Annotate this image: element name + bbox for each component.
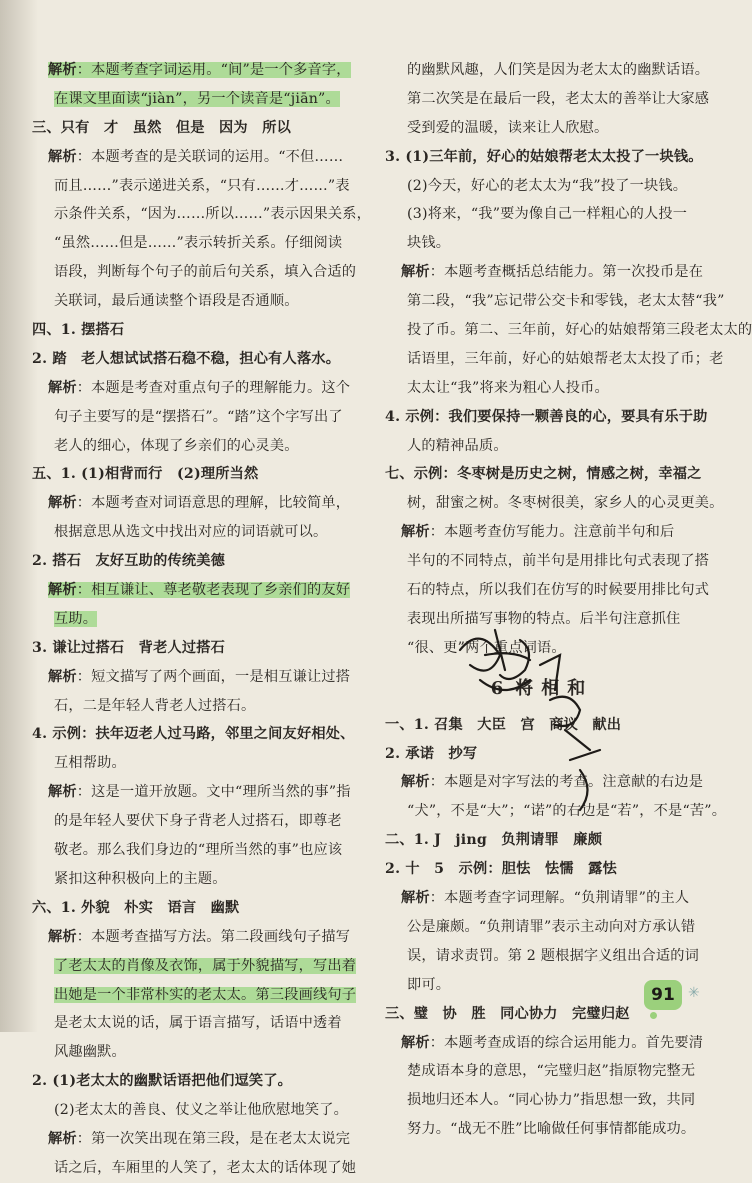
line-text: ：相互谦让、尊老敬老表现了乡亲们的友好 xyxy=(76,582,351,599)
text-line xyxy=(32,172,354,201)
analysis-line xyxy=(32,56,354,85)
line-text: 第二段，“我”忘记带公交卡和零钱，老太太替“我” xyxy=(407,293,725,310)
line-text: 风趣幽默。 xyxy=(54,1044,126,1061)
section-title: 将相和 xyxy=(515,677,594,699)
line-text: ：本题考查字词运用。“间”是一个多音字， xyxy=(76,62,351,78)
section-heading xyxy=(385,669,703,709)
text-line xyxy=(32,692,354,721)
line-text: 2. 踏 老人想试试搭石稳不稳，担心有人落水。 xyxy=(32,350,341,367)
decorative-dot xyxy=(650,1012,657,1019)
line-text: 二、1. J jing 负荆请罪 廉颇 xyxy=(385,832,603,849)
answer-line xyxy=(32,547,354,576)
text-line xyxy=(32,1009,354,1038)
text-line xyxy=(32,1154,357,1183)
answer-line xyxy=(32,316,354,345)
analysis-line xyxy=(385,768,703,797)
text-line xyxy=(32,403,354,432)
text-line xyxy=(32,287,354,316)
answer-line xyxy=(32,720,354,749)
line-text: ：第一次笑出现在第三段，是在老太太说完 xyxy=(76,1130,351,1147)
text-line xyxy=(385,942,703,971)
analysis-label: 解析 xyxy=(401,264,430,281)
line-text: 石的特点，所以我们在仿写的时候要用排比句式 xyxy=(407,582,710,599)
line-text: “很、更”两个重点词语。 xyxy=(407,639,566,656)
analysis-label: 解析 xyxy=(48,495,77,512)
line-text: 了老太太的肖像及衣饰，属于外貌描写，写出着 xyxy=(54,957,357,974)
line-text: 三、璧 协 胜 同心协力 完璧归赵 xyxy=(385,1005,630,1022)
line-text: 人的精神品质。 xyxy=(407,437,508,454)
section-number: 6 xyxy=(490,677,512,699)
text-line xyxy=(385,576,710,605)
line-text: ：本题考查仿写能力。注意前半句和后 xyxy=(429,524,675,541)
text-line xyxy=(32,200,372,229)
line-text: 楚成语本身的意思，“完璧归赵”指原物完整无 xyxy=(407,1063,696,1080)
text-line xyxy=(385,1086,703,1115)
line-text: 3. (1)三年前，好心的姑娘帮老太太投了一块钱。 xyxy=(385,148,703,165)
text-line xyxy=(385,489,724,518)
line-text: 句子主要写的是“摆搭石”。“踏”这个字写出了 xyxy=(54,408,343,425)
text-line xyxy=(385,287,725,316)
line-text: ：本题考查对词语意思的理解，比较简单， xyxy=(76,495,351,512)
line-text: 损地归还本人。“同心协力”指思想一致，共同 xyxy=(407,1092,696,1109)
line-text: 四、1. 摆搭石 xyxy=(32,322,125,339)
line-text: 块钱。 xyxy=(407,235,451,252)
line-text: 示条件关系，“因为……所以……”表示因果关系， xyxy=(54,206,372,223)
text-line xyxy=(385,432,703,461)
line-text: 话之后，车厢里的人笑了，老太太的话体现了她 xyxy=(54,1159,357,1176)
analysis-line xyxy=(32,778,354,807)
line-text: ：本题是对字写法的考查。注意献的右边是 xyxy=(429,774,704,791)
left-column xyxy=(32,56,372,1183)
analysis-label: 解析 xyxy=(48,582,77,599)
line-text: 误，请求责罚。第 2 题根据字义组出合适的词 xyxy=(407,947,700,964)
line-text: ：短文描写了两个画面，一是相互谦让过搭 xyxy=(76,668,351,685)
line-text: 在课文里面读“jiàn”，另一个读音是“jiān”。 xyxy=(54,90,340,107)
page-number: 91 xyxy=(644,980,682,1010)
text-line xyxy=(385,316,752,345)
line-text: 第二次笑是在最后一段，老太太的善举让大家感 xyxy=(407,90,710,107)
line-text: ：本题考查字词理解。“负荆请罪”的主人 xyxy=(429,890,690,907)
line-text: 六、1. 外貌 朴实 语言 幽默 xyxy=(32,899,240,916)
line-text: 一、1. 召集 大臣 宫 商议 献出 xyxy=(385,716,622,733)
line-text: 受到爱的温暖，读来让人欣慰。 xyxy=(407,119,609,136)
line-text: 互助。 xyxy=(54,610,98,627)
star-icon: ✳ xyxy=(688,985,700,1001)
line-text: 3. 谦让过搭石 背老人过搭石 xyxy=(32,639,226,656)
line-text: (2)今天，好心的老太太为“我”投了一块钱。 xyxy=(407,177,688,194)
text-line xyxy=(385,200,703,229)
text-line xyxy=(385,114,703,143)
text-line xyxy=(32,865,354,894)
answer-line xyxy=(32,460,354,489)
analysis-label: 解析 xyxy=(48,784,77,801)
answer-line xyxy=(32,894,354,923)
line-text: (2)老太太的善良、仗义之举让他欣慰地笑了。 xyxy=(54,1102,349,1119)
analysis-label: 解析 xyxy=(48,1130,77,1147)
answer-line xyxy=(385,740,703,769)
analysis-line xyxy=(32,576,354,605)
answer-line xyxy=(385,711,703,740)
answer-line xyxy=(385,855,703,884)
line-text: 的是年轻人要伏下身子背老人过搭石，即尊老 xyxy=(54,813,342,830)
line-text: 2. 十 5 示例：胆怯 怯懦 露怯 xyxy=(385,861,617,878)
text-line xyxy=(32,85,354,114)
text-line xyxy=(385,229,703,258)
text-line xyxy=(385,85,710,114)
line-text: 是老太太说的话，属于语言描写，话语中透着 xyxy=(54,1015,342,1032)
analysis-line xyxy=(32,489,354,518)
answer-line xyxy=(385,460,703,489)
text-line xyxy=(32,605,354,634)
line-text: 出她是一个非常朴实的老太太。第三段画线句子 xyxy=(54,986,357,1003)
line-text: “犬”，不是“大”；“诺”的右边是“若”，不是“苦”。 xyxy=(407,803,727,820)
line-text: ：本题考查成语的综合运用能力。首先要清 xyxy=(429,1034,704,1051)
line-text: 根据意思从选文中找出对应的词语就可以。 xyxy=(54,524,328,541)
line-text: 投了币。第二、三年前，好心的姑娘帮第三段老太太的 xyxy=(407,322,752,339)
line-text: 2. (1)老太太的幽默话语把他们逗笑了。 xyxy=(32,1073,293,1090)
text-line xyxy=(32,432,354,461)
line-text: 努力。“战无不胜”比喻做任何事情都能成功。 xyxy=(407,1121,696,1138)
line-text: 而且……”表示递进关系，“只有……才……”表 xyxy=(54,177,350,194)
text-line xyxy=(32,1096,354,1125)
text-line xyxy=(385,913,703,942)
text-line xyxy=(32,258,357,287)
line-text: 的幽默风趣，人们笑是因为老太太的幽默话语。 xyxy=(407,62,710,78)
analysis-line xyxy=(385,1029,703,1058)
line-text: 石，二是年轻人背老人过搭石。 xyxy=(54,697,256,714)
line-text: 即可。 xyxy=(407,976,451,993)
line-text: 五、1. (1)相背而行 (2)理所当然 xyxy=(32,466,259,483)
line-text: 话语里，三年前，好心的姑娘帮老太太投了币；老 xyxy=(407,350,724,367)
text-line xyxy=(32,807,354,836)
line-text: ：本题考查概括总结能力。第一次投币是在 xyxy=(429,264,704,281)
text-line xyxy=(32,229,354,258)
line-text: 2. 搭石 友好互助的传统美德 xyxy=(32,553,226,570)
text-line xyxy=(385,56,710,85)
line-text: 半句的不同特点，前半句是用排比句式表现了搭 xyxy=(407,553,710,570)
text-line xyxy=(385,172,703,201)
line-text: 表现出所描写事物的特点。后半句注意抓住 xyxy=(407,610,681,627)
analysis-line xyxy=(32,663,354,692)
analysis-label: 解析 xyxy=(48,62,77,78)
line-text: 语段，判断每个句子的前后句关系，填入合适的 xyxy=(54,264,357,281)
analysis-label: 解析 xyxy=(48,148,77,165)
text-line xyxy=(32,981,357,1010)
answer-line xyxy=(385,826,703,855)
answer-line xyxy=(385,143,703,172)
line-text: 2. 承诺 抄写 xyxy=(385,745,478,762)
analysis-line xyxy=(32,374,354,403)
text-line xyxy=(385,634,703,663)
text-line xyxy=(385,797,727,826)
line-text: 4. 示例：扶年迈老人过马路，邻里之间友好相处、 xyxy=(32,726,355,743)
text-line xyxy=(32,518,354,547)
analysis-label: 解析 xyxy=(401,890,430,907)
line-text: 敬老。那么我们身边的“理所当然的事”也应该 xyxy=(54,842,343,859)
answer-line xyxy=(32,634,354,663)
line-text: ：本题考查的是关联词的运用。“不但…… xyxy=(76,148,344,165)
analysis-label: 解析 xyxy=(401,1034,430,1051)
line-text: 关联词，最后通读整个语段是否通顺。 xyxy=(54,293,299,310)
text-line xyxy=(385,1115,703,1144)
answer-line xyxy=(32,1067,354,1096)
text-line xyxy=(385,605,703,634)
analysis-label: 解析 xyxy=(48,379,77,396)
line-text: 树，甜蜜之树。冬枣树很美，家乡人的心灵更美。 xyxy=(407,495,724,512)
line-text: ：这是一道开放题。文中“理所当然的事”指 xyxy=(76,784,351,801)
line-text: 老人的细心，体现了乡亲们的心灵美。 xyxy=(54,437,299,454)
line-text: 七、示例：冬枣树是历史之树，情感之树，幸福之 xyxy=(385,466,702,483)
analysis-label: 解析 xyxy=(48,928,77,945)
text-line xyxy=(385,1057,703,1086)
line-text: 太太让“我”将来为粗心人投币。 xyxy=(407,379,609,396)
answer-line xyxy=(385,403,708,432)
analysis-label: 解析 xyxy=(48,668,77,685)
text-line xyxy=(32,749,354,778)
text-line xyxy=(385,547,710,576)
answer-line xyxy=(32,345,354,374)
analysis-line xyxy=(32,143,354,172)
line-text: 紧扣这种积极向上的主题。 xyxy=(54,870,227,887)
text-line xyxy=(32,836,354,865)
text-line xyxy=(32,952,357,981)
line-text: 公是廉颇。“负荆请罪”表示主动向对方承认错 xyxy=(407,918,696,935)
text-line xyxy=(385,374,703,403)
text-line xyxy=(385,345,724,374)
line-text: 4. 示例：我们要保持一颗善良的心，要具有乐于助 xyxy=(385,408,708,425)
analysis-label: 解析 xyxy=(401,774,430,791)
line-text: (3)将来，“我”要为像自己一样粗心的人投一 xyxy=(407,206,688,223)
analysis-line xyxy=(32,1125,354,1154)
analysis-label: 解析 xyxy=(401,524,430,541)
analysis-line xyxy=(385,518,703,547)
answer-line xyxy=(32,114,354,143)
text-line xyxy=(32,1038,354,1067)
analysis-line xyxy=(385,258,703,287)
line-text: “虽然……但是……”表示转折关系。仔细阅读 xyxy=(54,235,343,252)
line-text: ：本题是考查对重点句子的理解能力。这个 xyxy=(76,379,351,396)
line-text: 互相帮助。 xyxy=(54,755,126,772)
line-text: ：本题考查描写方法。第二段画线句子描写 xyxy=(76,928,351,945)
analysis-line xyxy=(32,923,354,952)
analysis-line xyxy=(385,884,703,913)
line-text: 三、只有 才 虽然 但是 因为 所以 xyxy=(32,119,291,136)
